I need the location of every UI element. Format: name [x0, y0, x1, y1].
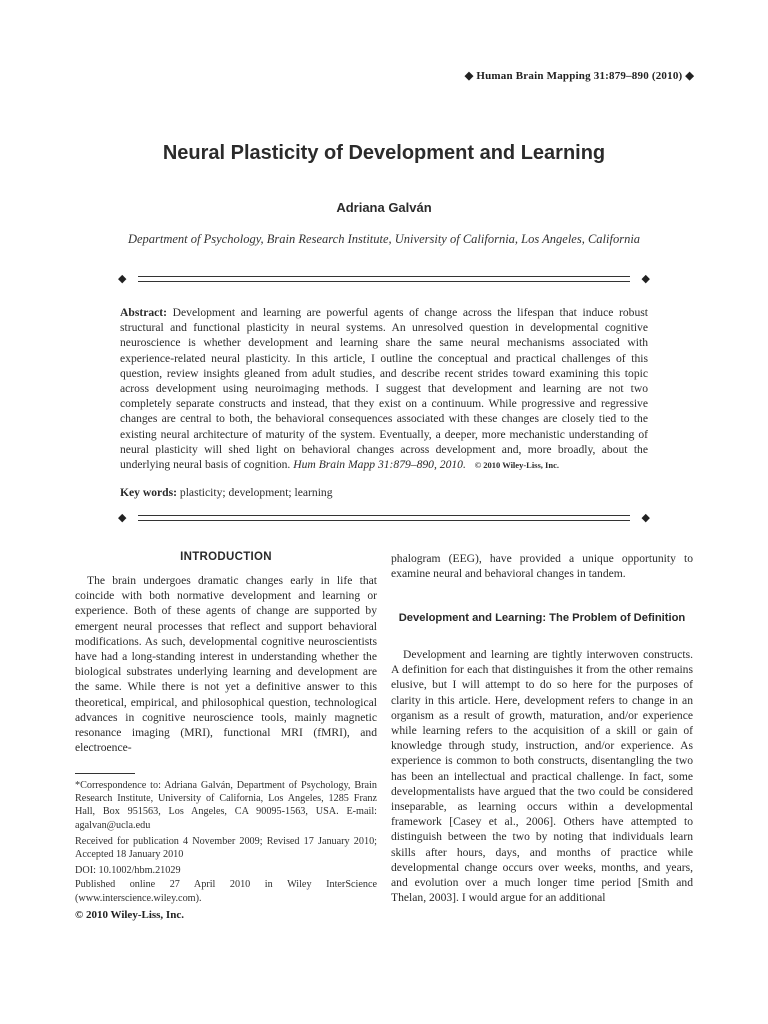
abstract-copyright: © 2010 Wiley-Liss, Inc.: [474, 460, 559, 471]
footnote-received: Received for publication 4 November 2009; Revised 17 January 2010; Accepted 18 January 2010: [75, 835, 377, 861]
footnotes: [75, 779, 377, 908]
diamond-icon: ◆: [641, 512, 650, 524]
footnote-rule: [75, 773, 135, 774]
keywords-text: plasticity; development; learning: [179, 486, 333, 499]
section-paragraph: Development and learning are tightly interwoven constructs. A definition for each that distinguishes it from the other remains elusive, but I will attempt to do so here for the purposes of clarity in this article. Here, development refers to change in an organism as a result of growth, maturation, and/or experience while learning refers to the acquisition of a skill or gain of knowledge through study, instruction, and/or experience. As experience is common to both constructs, disentangling the two has been an intellectual and practical challenge. In fact, some developmentalists have argued that the two could be considered inseparable, as learning occurs within a developmental framework [Casey et al., 2006]. Others have attempted to distinguish between the two by noting that individuals learn skills after hours, days, and months of practice while developmental change occurs over weeks, months, and years, and evolution over a much longer time period [Smith and Thelan, 2003]. I would argue for an additional: [391, 648, 693, 905]
bottom-divider: [118, 511, 650, 525]
diamond-icon: ◆: [641, 273, 650, 285]
running-header: ◆ Human Brain Mapping 31:879–890 (2010) ◆: [464, 70, 694, 82]
author-affiliation: Department of Psychology, Brain Research Institute, University of California, Los Angeles, California: [127, 232, 641, 246]
intro-paragraph-left: [75, 573, 377, 755]
footnote-published: Published online 27 April 2010 in Wiley InterScience (www.interscience.wiley.com).: [75, 879, 377, 904]
keywords: [120, 486, 648, 499]
abstract-text: Development and learning are powerful agents of change across the lifespan that induce robust structural and functional plasticity in neural systems. An unresolved question in developmental cognitive neuroscience is whether development and learning share the same neural mechanisms associated with experience-related neural plasticity. In this article, I outline the conceptual and practical challenges of this question, review insights gleaned from adult studies, and describe recent strides toward examining this topic across development using neuroimaging methods. I suggest that development and learning are not two completely separate constructs and instead, that they exist on a continuum. While progressive and regressive changes are central to both, the behavioral consequences associated with these changes are closely tied to the existing neural architecture of maturity of the system. Eventually, a deeper, more mechanistic understanding of neural plasticity will shed light on behavioral changes across development and, more broadly, about the underlying neural basis of cognition.: [120, 306, 648, 472]
section-body: [391, 647, 693, 905]
diamond-icon: ◆: [118, 273, 127, 285]
diamond-icon: ◆: [118, 512, 127, 524]
abstract-label: Abstract:: [120, 306, 168, 319]
abstract-citation: Hum Brain Mapp 31:879–890, 2010.: [293, 458, 466, 472]
author-name: Adriana Galván: [336, 200, 432, 215]
footer-copyright: © 2010 Wiley-Liss, Inc.: [75, 909, 184, 921]
top-divider: [118, 272, 650, 286]
abstract: [120, 305, 648, 473]
footnote-correspondence: *Correspondence to: Adriana Galván, Department of Psychology, Brain Research Institute, University of California, Los Angeles, 1285 Franz Hall, Box 951563, Los Angeles, CA 90095-1563, USA. E-mail: agalvan@ucla.edu: [75, 780, 377, 831]
section-heading: Development and Learning: The Problem of Definition: [398, 612, 686, 624]
intro-text-part2: phalogram (EEG), have provided a unique opportunity to examine neural and behavioral changes in tandem.: [391, 552, 693, 581]
article-title: Neural Plasticity of Development and Learning: [162, 142, 606, 164]
intro-paragraph-right: [391, 551, 693, 581]
intro-heading: INTRODUCTION: [180, 551, 272, 563]
footnote-doi: DOI: 10.1002/hbm.21029: [75, 865, 181, 877]
intro-text-part1: The brain undergoes dramatic changes early in life that coincide with both normative development and learning or experience. Both of these agents of change are supported by emergent neural processes that reflect and support behavioral modifications. As such, developmental cognitive neuroscientists have had a long-standing interest in understanding whether the biological substrates underlying learning and development are the same. While there is not yet a definitive answer to this theoretical, empirical, and philosophical question, technological advances in cognitive neuroscience tools, mainly magnetic resonance imaging (MRI), functional MRI (fMRI), and electroence-: [75, 574, 377, 755]
keywords-label: Key words:: [120, 486, 177, 499]
